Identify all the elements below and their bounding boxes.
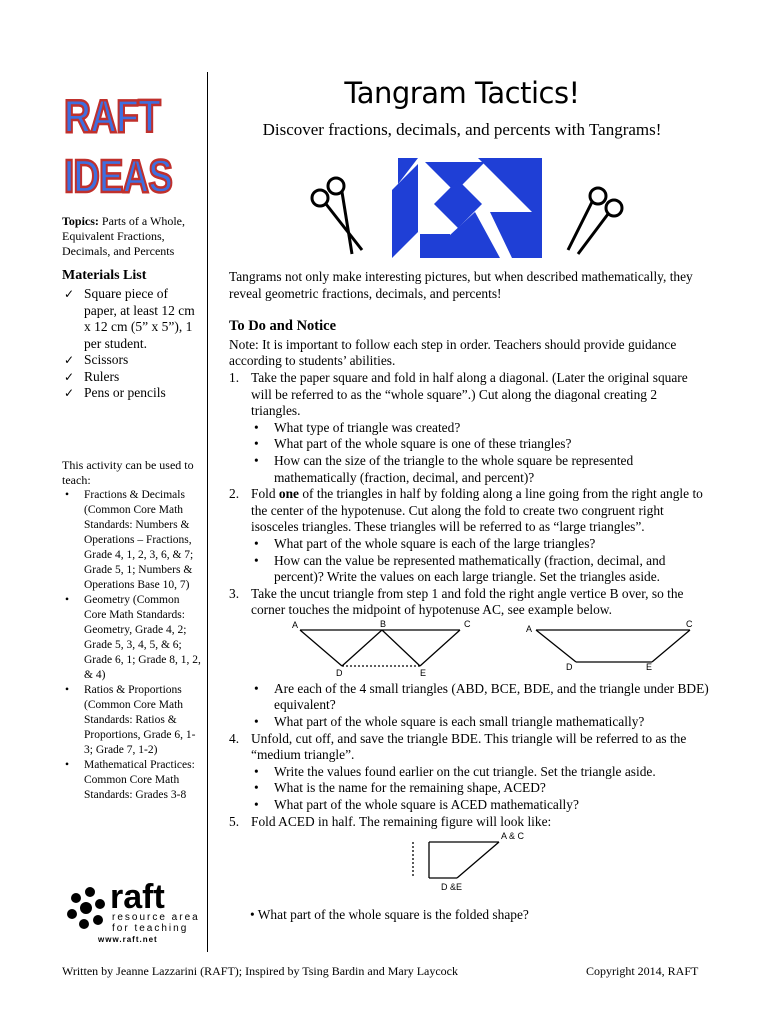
step-5: 5. Fold ACED in half. The remaining figure will look like:	[229, 813, 552, 829]
svg-text:D: D	[566, 662, 573, 672]
svg-text:C: C	[464, 619, 471, 629]
folded-shape-diagram	[405, 830, 525, 892]
teach-list	[62, 488, 204, 803]
footer-copyright: Copyright 2014, RAFT	[586, 964, 699, 978]
scissors-icon	[312, 178, 362, 254]
tangram-illustration	[300, 150, 630, 260]
list-item: ✓ Rulers	[64, 368, 120, 384]
svg-text:IDEAS: IDEAS	[64, 150, 172, 202]
tangram-pieces	[392, 158, 542, 258]
scissors-icon	[568, 188, 622, 254]
checkmark-icon: ✓	[64, 287, 75, 301]
page-subtitle: Discover fractions, decimals, and percents with Tangrams!	[262, 120, 662, 139]
step-4: 4. Unfold, cut off, and save the triangle BDE. This triangle will be referred to as the “medium triangle”.	[229, 730, 687, 763]
raft-logo[interactable]	[62, 874, 212, 944]
checkmark-icon: ✓	[64, 369, 75, 384]
svg-text:B: B	[380, 619, 387, 629]
final-question: • What part of the whole square is the folded shape?	[250, 907, 529, 922]
list-item: ✓ Pens or pencils	[64, 385, 166, 400]
svg-text:for teaching: for teaching	[112, 923, 189, 934]
raft-ideas-logo-line1	[62, 70, 162, 140]
list-item: • What is the name for the remaining shape, ACED?	[254, 780, 546, 796]
fold-diagram	[290, 620, 710, 680]
svg-text:RAFT: RAFT	[64, 90, 161, 142]
checkmark-icon: ✓	[64, 353, 75, 367]
footer-credit: Written by Jeanne Lazzarini (RAFT); Inspired by Tsing Bardin and Mary Laycock	[62, 964, 459, 978]
svg-text:E: E	[420, 668, 427, 678]
list-item: • Geometry (Common Core Math Standards: Geometry, Grade 4, 2; Grade 5, 3, 4, 5, & 6; Grade 6, 1; Grade 8, 1, 2, & 4)	[65, 594, 201, 681]
column-divider	[207, 72, 208, 952]
list-item: • Ratios & Proportions (Common Core Math Standards: Ratios & Proportions, Grade 6, 1-3; Grade 7, 1-2)	[65, 684, 196, 756]
list-item: • Mathematical Practices: Common Core Math Standards: Grades 3-8	[65, 759, 195, 801]
svg-text:resource area: resource area	[112, 912, 200, 923]
raft-ideas-logo-line2	[62, 140, 174, 200]
main-content	[229, 269, 709, 830]
svg-text:D: D	[336, 668, 343, 678]
teach-intro: This activity can be used to teach:	[62, 458, 194, 487]
list-item: • Fractions & Decimals (Common Core Math Standards: Numbers & Operations – Fractions, Grade 4, 1, 2, 3, 6, & 7; Grade 5, 1; Numbers & Operations Base 10, 7)	[65, 489, 194, 591]
list-item: • What part of the whole square is ACED mathematically?	[254, 797, 579, 813]
svg-text:A & C: A & C	[501, 831, 525, 841]
svg-text:raft: raft	[110, 878, 165, 916]
list-item: • How can the value be represented mathematically (fraction, decimal, and percent)? Write the values on each large triangle. Set the triangles aside.	[254, 552, 666, 585]
list-item: ✓ Square piece of paper, at least 12 cm x 12 cm (5” x 5”), 1 per student.	[64, 286, 195, 351]
materials-title: Materials List	[62, 268, 147, 283]
list-item: • What part of the whole square is each of the large triangles?	[254, 535, 596, 551]
step-1: 1. Take the paper square and fold in half along a diagonal. (Later the original square will be referred to as the “whole square”.) Cut along the diagonal creating 2 triangles.	[229, 369, 688, 419]
list-item: • Write the values found earlier on the cut triangle. Set the triangle aside.	[254, 763, 656, 779]
list-item: • What type of triangle was created?	[254, 419, 461, 435]
svg-text:A: A	[292, 620, 299, 630]
list-item: • How can the size of the triangle to the whole square be represented mathematically (fraction, decimal, and percent)?	[254, 452, 634, 485]
checkmark-icon: ✓	[64, 386, 75, 400]
svg-text:C: C	[686, 619, 693, 629]
list-item: ✓ Scissors	[64, 352, 129, 367]
step-3: 3. Take the uncut triangle from step 1 and fold the right angle vertice B over, so the corner touches the midpoint of hypotenuse AC, see example below.	[229, 585, 684, 618]
list-item: • Are each of the 4 small triangles (ABD, BCE, BDE, and the triangle under BDE) equivalent?	[254, 680, 709, 713]
svg-text:www.raft.net: www.raft.net	[98, 935, 158, 944]
list-item: • What part of the whole square is each small triangle mathematically?	[254, 714, 645, 730]
page-title: Tangram Tactics!	[344, 76, 580, 110]
svg-text:A: A	[526, 624, 533, 634]
svg-text:D &E: D &E	[441, 882, 463, 892]
note-text: Note: It is important to follow each step in order. Teachers should provide guidance according to students’ abilities.	[229, 336, 677, 369]
materials-list	[62, 286, 204, 402]
raft-hands-icon	[67, 887, 105, 929]
section-title: To Do and Notice	[229, 318, 337, 335]
intro-text: Tangrams not only make interesting pictures, but when described mathematically, they reveal geometric fractions, decimals, and percents!	[229, 269, 693, 301]
topics-text: Parts of a Whole, Equivalent Fractions, Decimals, and Percents	[62, 214, 185, 258]
svg-text:E: E	[646, 662, 653, 672]
step-2: 2. Fold one of the triangles in half by folding along a line going from the right angle to the center of the hypotenuse. Cut along the fold to create two congruent right isosceles triangles. These triangles will be referred to as “large triangles”.	[229, 486, 703, 535]
list-item: • What part of the whole square is one of these triangles?	[254, 436, 572, 452]
topics-label: Topics:	[62, 214, 99, 228]
topics	[62, 214, 202, 259]
